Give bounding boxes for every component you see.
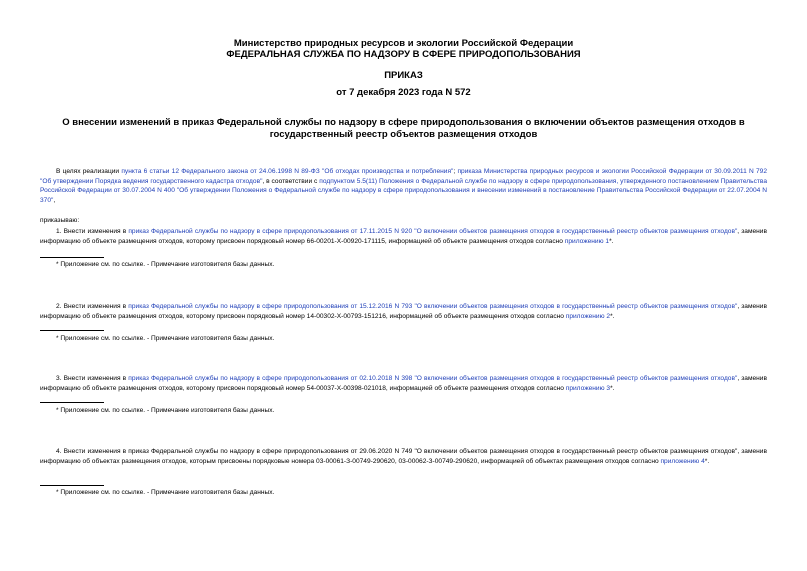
item-text-1: 4. Внести изменения в приказ Федеральной службы по надзору в сфере природопользования от 29.06.2020 N 749 "О включении объектов размещения отходов в государственный реестр объектов размещения отходов", заменив информацию об объектах размещения отходов, которым присвоены порядковые номера 03-00061-З-00749-290620, 03-00062-З-00749-290620, информацией об объектах размещения отходов согласно: [40, 448, 767, 465]
regulation-400-link[interactable]: подпунктом 5.5(11) Положения о Федеральной службе по надзору в сфере природопользования, утвержденного постановлением Правительства Российской Федерации от 30.07.2004 N 400 "Об утверждении Положения о Федеральной службе по надзору в сфере природопользования и внесении изменений в постановление Правительства Российской Федерации от 22.07.2004 N 370": [40, 177, 767, 204]
document-title: О внесении изменений в приказ Федеральной службы по надзору в сфере природопользования о включении объектов размещения отходов в государственный реестр объектов размещения отходов: [62, 117, 745, 140]
item-text-3: *.: [610, 384, 615, 392]
preamble-text-1: В целях реализации: [56, 168, 122, 175]
agency-name: ФЕДЕРАЛЬНАЯ СЛУЖБА ПО НАДЗОРУ В СФЕРЕ ПРИРОДОПОЛЬЗОВАНИЯ: [226, 49, 581, 60]
appendix-1-link[interactable]: приложению 1: [564, 237, 610, 245]
item-text-2: , заменив информацию об объекте размещения отходов, которому присвоен порядковый номер 66-00201-Х-00920-171115, информацией об объекте размещения отходов согласно: [40, 228, 767, 245]
item-text-1: 3. Внести изменения в: [56, 375, 129, 382]
footnote-separator: [40, 485, 104, 486]
item-text-1: 1. Внести изменения в: [56, 228, 129, 235]
item-text-1: 2. Внести изменения в: [56, 303, 129, 310]
item-text-3: *.: [610, 312, 615, 320]
order-item-1: [40, 227, 767, 246]
order-item-2: [40, 302, 767, 321]
footnote: * Приложение см. по ссылке. - Примечание изготовителя базы данных.: [56, 489, 275, 496]
footnote-separator: [40, 402, 104, 403]
footnote-separator: [40, 257, 104, 258]
item-text-3: *.: [609, 237, 614, 245]
order-item-3: [40, 374, 767, 393]
appendix-4-link[interactable]: приложению 4: [660, 457, 705, 465]
law-89fz-link[interactable]: пункта 6 статьи 12 Федерального закона от 24.06.1998 N 89-ФЗ "Об отходах производства и потребления": [121, 168, 454, 175]
order-item-4: [40, 447, 767, 466]
document-date: от 7 декабря 2023 года N 572: [336, 87, 471, 98]
order-792-link[interactable]: приказа Министерства природных ресурсов и экологии Российской Федерации от 30.09.2011 N 792 "Об утверждении Порядка ведения государственного кадастра отходов": [40, 168, 767, 185]
preamble-text-3: , в соответствии с: [262, 177, 320, 185]
appendix-2-link[interactable]: приложению 2: [565, 312, 611, 320]
footnote: * Приложение см. по ссылке. - Примечание изготовителя базы данных.: [56, 407, 275, 414]
item-text-2: , заменив информацию об объекте размещения отходов, которому присвоен порядковый номер 14-00302-Х-00793-151216, информацией об объекте размещения отходов согласно: [40, 303, 767, 320]
preamble-paragraph: [40, 167, 767, 205]
order-word: приказываю:: [40, 217, 80, 224]
ministry-name: Министерство природных ресурсов и экологии Российской Федерации: [233, 38, 574, 49]
footnote-separator: [40, 330, 104, 331]
order-793-link[interactable]: приказ Федеральной службы по надзору в сфере природопользования от 15.12.2016 N 793 "О включении объектов размещения отходов в государственный реестр объектов размещения отходов": [128, 303, 738, 310]
order-920-link[interactable]: приказ Федеральной службы по надзору в сфере природопользования от 17.11.2015 N 920 "О включении объектов размещения отходов в государственный реестр объектов размещения отходов": [128, 228, 738, 235]
document-type: ПРИКАЗ: [384, 70, 423, 81]
preamble-text-2: ;: [453, 168, 458, 175]
order-398-link[interactable]: приказ Федеральной службы по надзору в сфере природопользования от 02.10.2018 N 398 "О включении объектов размещения отходов в государственный реестр объектов размещения отходов": [128, 375, 738, 382]
footnote: * Приложение см. по ссылке. - Примечание изготовителя базы данных.: [56, 261, 275, 268]
preamble-text-4: ,: [53, 196, 56, 204]
appendix-3-link[interactable]: приложению 3: [565, 384, 611, 392]
item-text-3: *.: [704, 457, 710, 465]
item-text-2: , заменив информацию об объекте размещения отходов, которому присвоен порядковый номер 54-00037-Х-00398-021018, информацией об объекте размещения отходов согласно: [40, 375, 767, 392]
footnote: * Приложение см. по ссылке. - Примечание изготовителя базы данных.: [56, 335, 275, 342]
